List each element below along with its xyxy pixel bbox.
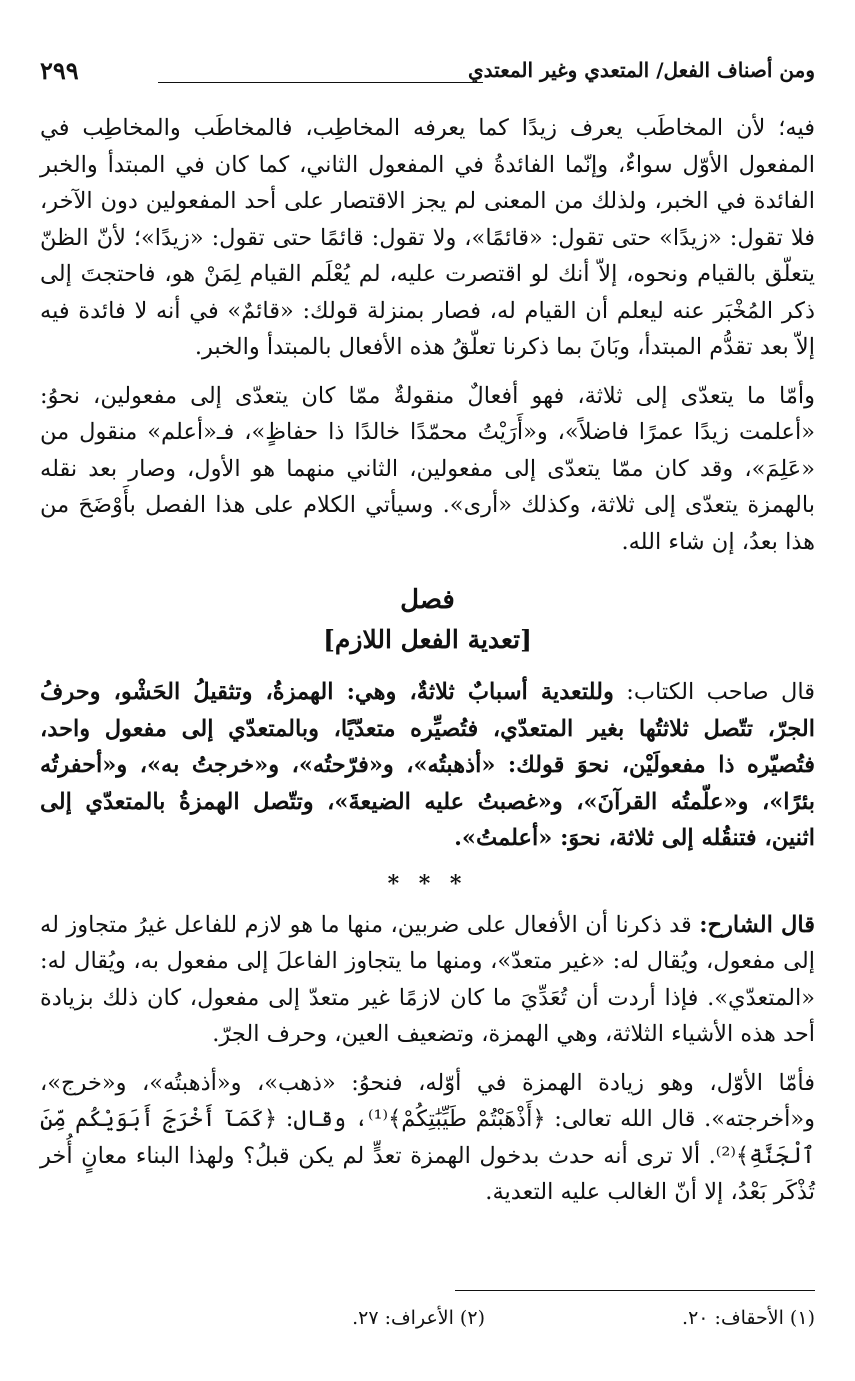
page-number: ٢٩٩ xyxy=(40,56,79,85)
paragraph-2: وأمّا ما يتعدّى إلى ثلاثة، فهو أفعالٌ منقولةٌ ممّا كان يتعدّى إلى مفعولين، نحوُ: «أعلمت زيدًا عمرًا فاضلاً»، و«أَرَيْتُ محمّدًا خالدًا ذا حفاظٍ»، فـ«أعلم» منقول من «عَلِمَ»، وقد كان ممّا يتعدّى إلى مفعولين، الثاني منهما هو الأول، وصار بعد نقله بالهمزة يتعدّى إلى ثلاثة، وكذلك «أرى». وسيأتي الكلام على هذا الفصل بأَوْضَحَ من هذا بعدُ، إن شاء الله. xyxy=(40,382,815,555)
footnote-2: (٢) الأعراف: ٢٧. xyxy=(352,1307,485,1329)
page-header xyxy=(40,58,815,92)
header-rule xyxy=(158,82,483,83)
footnote-1: (١) الأحقاف: ٢٠. xyxy=(682,1307,815,1329)
section-heading: فصل xyxy=(400,585,455,615)
commentary-paragraph-1 xyxy=(40,907,815,1053)
running-title: ومن أصناف الفعل/ المتعدي وغير المعتدي xyxy=(468,58,815,82)
author-quote xyxy=(40,674,815,857)
section-separator: * * * xyxy=(387,870,468,897)
footnote-rule xyxy=(455,1290,815,1291)
main-text xyxy=(40,110,815,1223)
quote-text: وللتعدية أسبابٌ ثلاثةٌ، وهي: الهمزةُ، وتثقيلُ الحَشْو، وحرفُ الجرّ، تتّصل ثلاثتُها بغير المتعدّي، فتُصيِّره متعدّيًا، وبالمتعدّي إلى مفعول واحد، فتُصيّره ذا مفعولَيْن، نحوَ قولك: «أذهبتُه»، و«فرّحتُه»، و«خرجتُ به»، و«أحفرتُه بئرًا»، و«علّمتُه القرآنَ»، و«غصبتُ عليه الضيعةَ»، وتتّصل الهمزةُ بالمتعدّي إلى اثنين، فتنقُله إلى ثلاثة، نحوَ: «أعلمتُ». xyxy=(40,679,815,851)
commentary-lead: قال الشارح: xyxy=(699,911,815,938)
paragraph-1: فيه؛ لأن المخاطَب يعرف زيدًا كما يعرفه المخاطِب، فالمخاطَب والمخاطِب في المفعول الأوّل سواءٌ، وإنّما الفائدةُ في المفعول الثاني، كما كان في المبتدأ والخبر الفائدة في الخبر، ولذلك من المعنى لم يجز الاقتصار على أحد المفعولين دون الآخر، فلا تقول: «زيدًا» حتى تقول: «قائمًا»، ولا تقول: قائمًا حتى تقول: «زيدًا»؛ لأنّ الظنّ يتعلّق بالقيام ونحوه، إلاّ أنك لو اقتصرت عليه، لم يُعْلَم القيام لِمَنْ هو، فاحتجتَ إلى ذكر المُخْبَر عنه ليعلم أن القيام له، فصار بمنزلة قولك: «قائمٌ» في أنه لا فائدة فيه إلاّ بعد تقدُّم المبتدأ، وبَانَ بما ذكرنا تعلّقُ هذه الأفعال بالمبتدأ والخبر. xyxy=(40,115,815,360)
commentary-text-1: قد ذكرنا أن الأفعال على ضربين، منها ما هو لازم للفاعل غيرُ متجاوز له إلى مفعول، ويُقال له: «غير متعدّ»، ومنها ما يتجاوز الفاعلَ إلى مفعول به، ويُقال له: «المتعدّي». فإذا أردت أن تُعَدِّيَ ما كان لازمًا غير متعدّ إلى مفعول، كان ذلك بزيادة أحد هذه الأشياء الثلاثة، وهي الهمزة، وتضعيف العين، وحرف الجرّ. xyxy=(40,911,815,1047)
quote-lead: قال صاحب الكتاب: xyxy=(626,679,816,705)
commentary-paragraph-2: فأمّا الأوّل، وهو زيادة الهمزة في أوّله، فنحوُ: «ذهب»، و«أذهبتُه»، و«خرج»، و«أخرجته». قال الله تعالى: ﴿أَذْهَبْتُمْ طَيِّبَٰتِكُمْ﴾⁽¹⁾، وقال: ﴿كَمَآ أَخْرَجَ أَبَوَيْكُم مِّنَ ٱلْجَنَّةِ﴾⁽²⁾. ألا ترى أنه حدث بدخول الهمزة تعدٍّ لم يكن قبلُ؟ ولهذا البناء معانٍ أُخر تُذْكَر بَعْدُ، إلا أنّ الغالب عليه التعدية. xyxy=(40,1069,815,1205)
section-subheading: [تعدية الفعل اللازم] xyxy=(323,625,532,654)
